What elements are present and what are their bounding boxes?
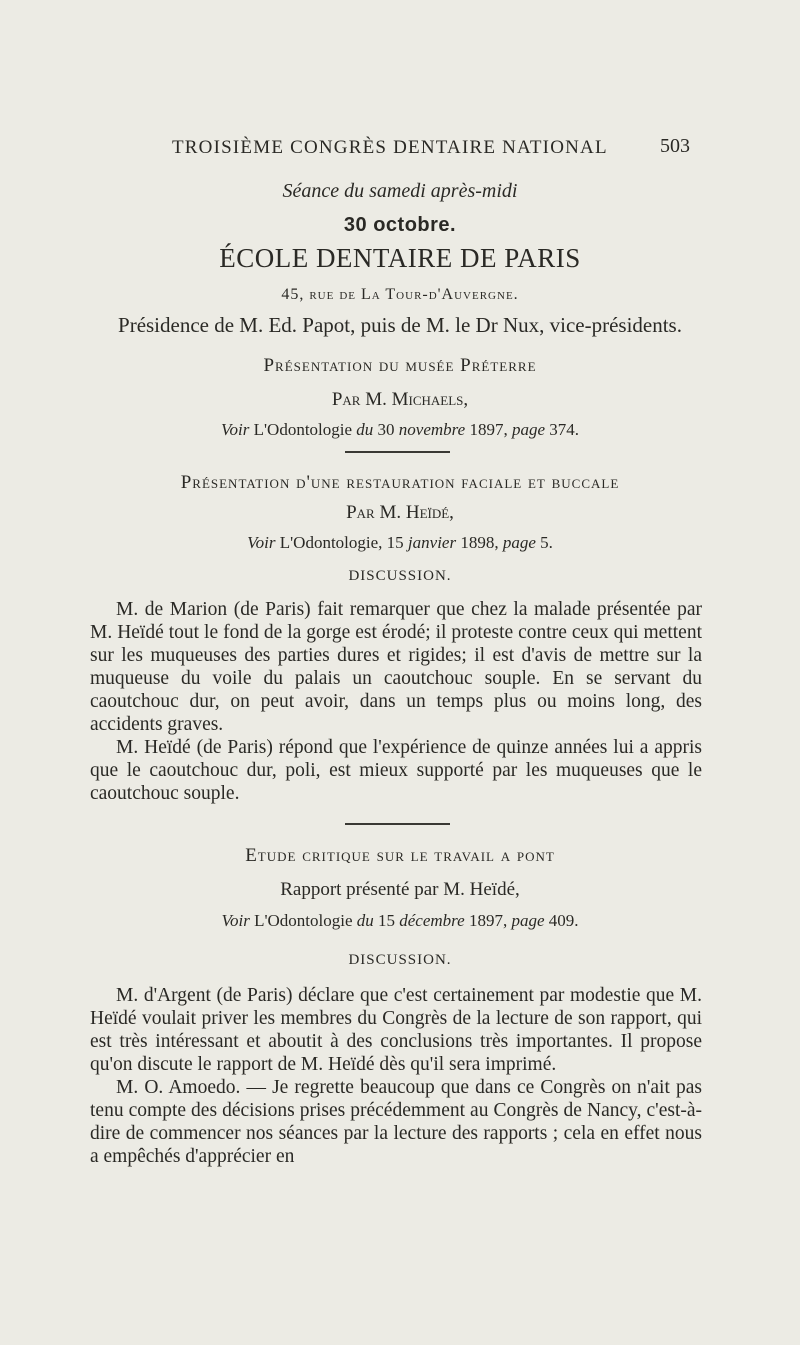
ref-voir: Voir [247,533,276,552]
ref-journal: L'Odontologie, [279,533,383,552]
paragraph: M. de Marion (de Paris) fait remarquer que chez la malade présentée par M. Heïdé tout le fond de la gorge est érodé; il proteste contre ceux qui mettent sur les muqueuses des parties dures et rigides; il est d'avis de mettre sur la muqueuse du voile du palais un caoutchouc souple. En se servant du caoutchouc dur, on peut avoir, dans un temps plus ou moins long, des accidents graves. [90,599,702,735]
ref-day: 15 [378,911,396,930]
discussion-label: DISCUSSION. [348,568,452,584]
section-author-michaels: Par M. Michaels, [331,389,469,410]
ref-journal: L'Odontologie [253,420,353,439]
ref-year: 1897, [468,911,508,930]
ref-page-label: page [511,420,545,439]
discussion-label: DISCUSSION. [348,952,452,968]
ref-month: décembre [399,911,465,930]
paragraph: M. Heïdé (de Paris) répond que l'expérience de quinze années lui a appris que le caoutchouc dur, poli, est mieux supporté par les muqueuses que le caoutchouc souple. [90,737,702,804]
section-title-musee: Présentation du musée Préterre [263,355,537,376]
reference-line-1 [0,420,800,440]
ref-page-label: page [511,911,545,930]
discussion-text-2 [90,984,702,1168]
session-date: 30 octobre. [343,214,457,236]
section-title-restauration: Présentation d'une restauration faciale et buccale [180,472,620,493]
ref-day: 30 [377,420,395,439]
running-header: TROISIÈME CONGRÈS DENTAIRE NATIONAL [172,137,608,158]
session-title: Séance du samedi après-midi [282,180,518,202]
ref-page: 374. [549,420,579,439]
section-author-report: Rapport présenté par M. Heïdé, [280,879,520,900]
ref-month: janvier [407,533,457,552]
ref-year: 1898, [460,533,499,552]
section-author-heide: Par M. Heïdé, [346,502,454,523]
section-divider [345,451,450,453]
ref-du: du [356,911,374,930]
section-divider [345,823,450,825]
paragraph: M. O. Amoedo. — Je regrette beaucoup que dans ce Congrès on n'ait pas tenu compte des décisions prises précédemment au Congrès de Nancy, c'est-à-dire de commencer nos séances par la lecture des rapports ; cela en effet nous a empêchés d'apprécier en [90,1077,702,1167]
discussion-text-1 [90,598,702,805]
ref-page: 409. [548,911,579,930]
section-title-travail-a-pont: Etude critique sur le travail a pont [245,845,555,866]
reference-line-2 [0,533,800,553]
school-name: ÉCOLE DENTAIRE DE PARIS [219,243,581,273]
ref-year: 1897, [469,420,508,439]
presidency-line: Présidence de M. Ed. Papot, puis de M. le Dr Nux, vice-présidents. [118,313,682,337]
paragraph: M. d'Argent (de Paris) déclare que c'est certainement par modestie que M. Heïdé voulait priver les membres du Congrès de la lecture de son rapport, qui est très intéressant et aboutit à des conclusions très importantes. Il propose qu'on discute le rapport de M. Heïdé dès qu'il sera imprimé. [90,985,702,1075]
reference-line-3 [0,911,800,931]
ref-page: 5. [540,533,553,552]
ref-page-label: page [502,533,536,552]
school-address: 45, rue de La Tour-d'Auvergne. [281,286,519,303]
page-number: 503 [660,135,690,157]
ref-voir: Voir [221,911,250,930]
ref-voir: Voir [221,420,250,439]
ref-journal: L'Odontologie [254,911,353,930]
ref-du: du [356,420,374,439]
ref-day: 15 [386,533,404,552]
ref-month: novembre [398,420,466,439]
